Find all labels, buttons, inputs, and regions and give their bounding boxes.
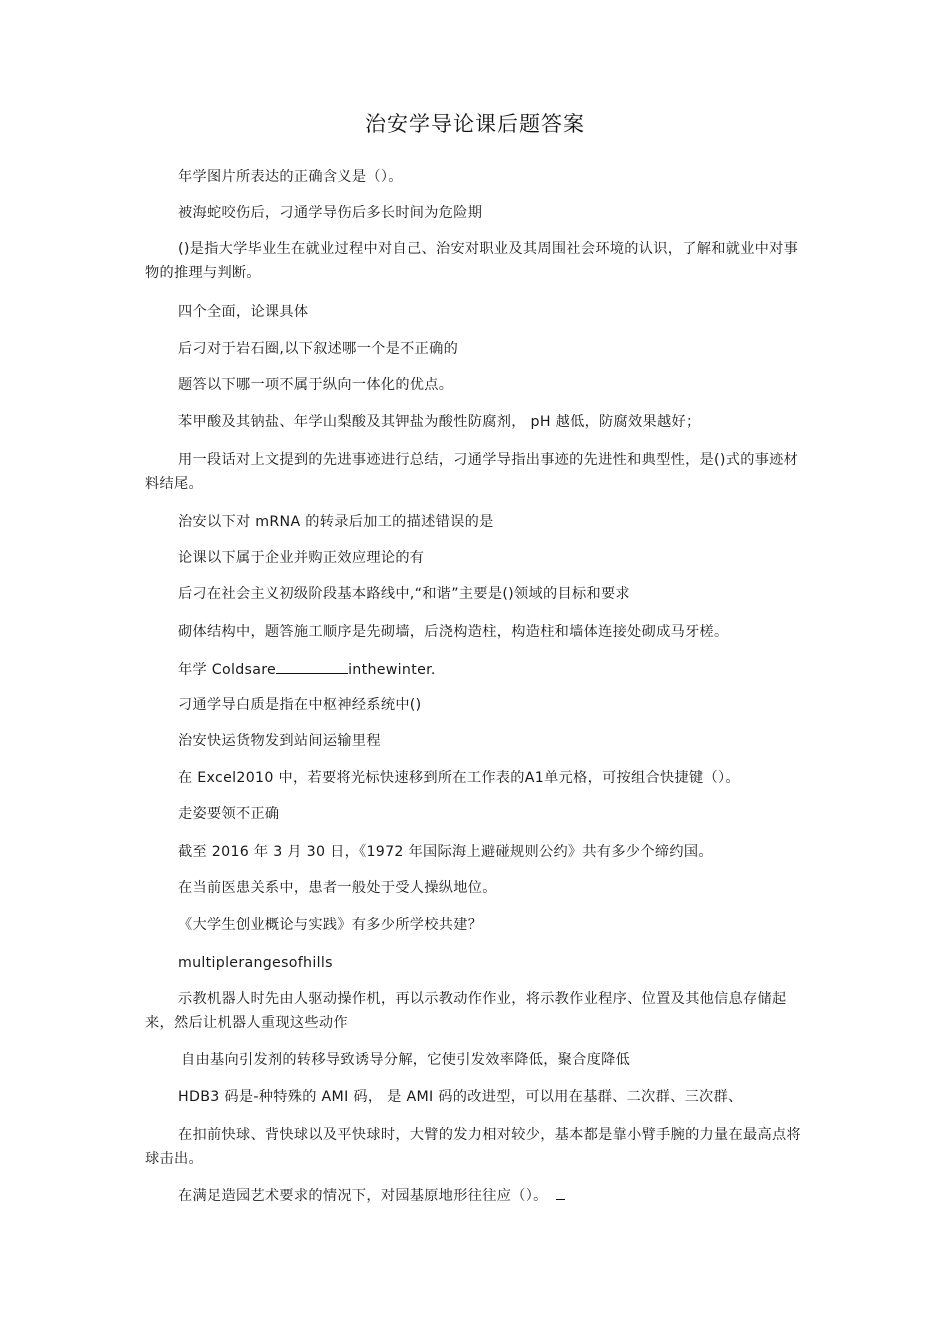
question-line: 年学图片所表达的正确含义是（）。 — [178, 169, 403, 185]
blank-prefix: 年学 Coldsare — [178, 662, 277, 678]
question-line: 走姿要领不正确 — [178, 806, 280, 822]
question-line: 题答以下哪一项不属于纵向一体化的优点。 — [178, 377, 454, 393]
question-line: 后刁对于岩石圈,以下叙述哪一个是不正确的 — [178, 341, 459, 357]
question-line-with-mark — [178, 1186, 890, 1206]
question-line: 治安以下对 mRNA 的转录后加工的描述错误的是 — [178, 514, 494, 530]
question-paragraph: 用一段话对上文提到的先进事迹进行总结，刁通学导指出事迹的先进性和典型性，是()式的事迹材料结尾。 — [145, 452, 799, 492]
question-line: HDB3 码是-种特殊的 AMI 码， 是 AMI 码的改进型，可以用在基群、二次群、三次群、 — [178, 1089, 743, 1105]
question-line: 苯甲酸及其钠盐、年学山梨酸及其钾盐为酸性防腐剂， pH 越低，防腐效果越好； — [178, 414, 701, 430]
question-line: 被海蛇咬伤后，刁通学导伤后多长时间为危险期 — [178, 205, 483, 221]
question-line: 论课以下属于企业并购正效应理论的有 — [178, 550, 425, 566]
question-line: 在 Excel2010 中，若要将光标快速移到所在工作表的A1单元格，可按组合快捷键（）。 — [178, 770, 740, 786]
final-question-text: 在满足造园艺术要求的情况下，对园基原地形往往应（）。 — [178, 1188, 548, 1204]
question-line: 砌体结构中，题答施工顺序是先砌墙，后浇构造柱，构造柱和墙体连接处砌成马牙槎。 — [178, 624, 729, 640]
question-line: 自由基向引发剂的转移导致诱导分解，它使引发效率降低，聚合度降低 — [181, 1052, 631, 1068]
question-paragraph: 示教机器人时先由人驱动操作机，再以示教动作作业，将示教作业程序、位置及其他信息存储起来，然后让机器人重现这些动作 — [145, 991, 787, 1031]
question-line: 治安快运货物发到站间运输里程 — [178, 733, 381, 749]
fill-blank — [276, 659, 348, 674]
document-title: 治安学导论课后题答案 — [365, 112, 585, 136]
underline-mark — [556, 1187, 565, 1200]
question-line: 截至 2016 年 3 月 30 日，《1972 年国际海上避碰规则公约》共有多少个缔约国。 — [178, 844, 713, 860]
blank-suffix: inthewinter. — [348, 662, 436, 678]
question-line: 刁通学导白质是指在中枢神经系统中() — [178, 697, 422, 713]
question-line: 四个全面，论课具体 — [178, 304, 309, 320]
question-line: 在当前医患关系中，患者一般处于受人操纵地位。 — [178, 880, 497, 896]
question-paragraph: 在扣前快球、背快球以及平快球时，大臂的发力相对较少，基本都是靠小臂手腕的力量在最高点将球击出。 — [145, 1127, 801, 1167]
question-line: 《大学生创业概论与实践》有多少所学校共建？ — [178, 917, 483, 933]
question-paragraph: ()是指大学毕业生在就业过程中对自己、治安对职业及其周围社会环境的认识，了解和就业中对事物的推理与判断。 — [145, 241, 799, 281]
question-line-with-blank — [178, 659, 890, 680]
question-line: 后刁在社会主义初级阶段基本路线中,“和谐”主要是()领域的目标和要求 — [178, 586, 630, 602]
question-line: multiplerangesofhills — [178, 955, 333, 971]
